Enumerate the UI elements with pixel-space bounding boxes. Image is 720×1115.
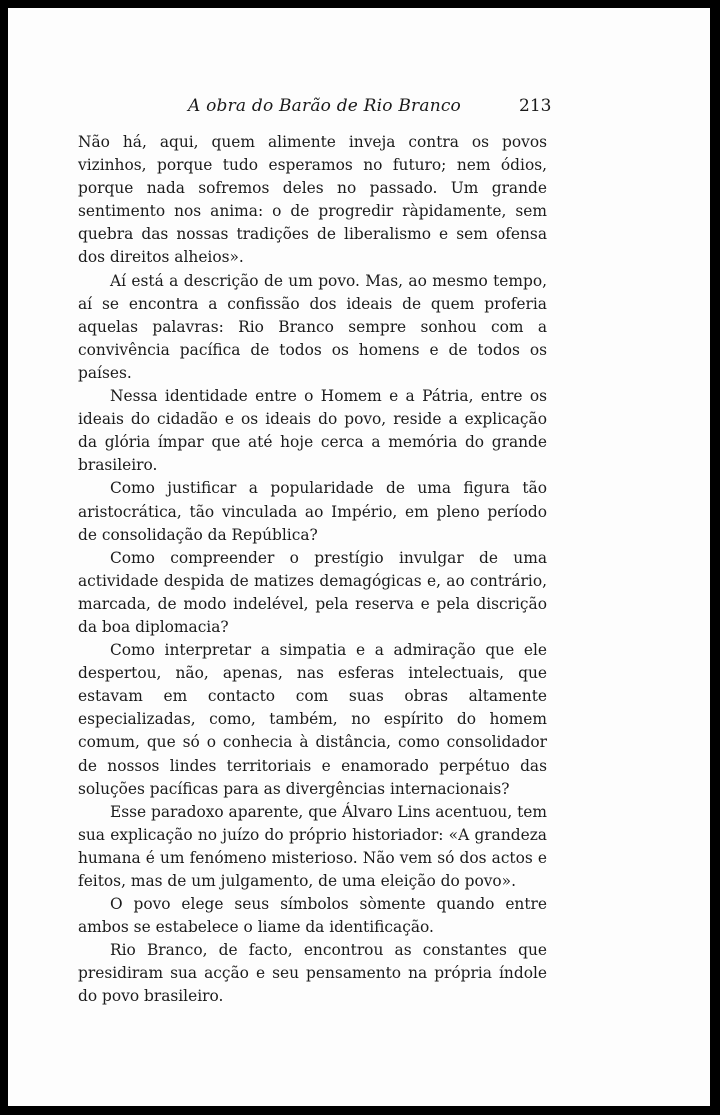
paragraph: Rio Branco, de facto, encontrou as constantes que presidiram sua acção e seu pensamento na própria índole do povo brasileiro. bbox=[78, 941, 547, 1006]
paragraph: Como interpretar a simpatia e a admiração que ele despertou, não, apenas, nas esferas intelectuais, que estavam em contacto com suas obras altamente especializadas, como, também, no espírito do homem comum, que só o conhecia à distância, como consolidador de nossos lindes territoriais e enamorado perpétuo das soluções pacíficas para as divergências internacionais? bbox=[78, 641, 547, 798]
paragraph: O povo elege seus símbolos sòmente quando entre ambos se estabelece o liame da identificação. bbox=[78, 895, 547, 937]
paragraph: Como compreender o prestígio invulgar de uma actividade despida de matizes demagógicas e, ao contrário, marcada, de modo indelével, pela reserva e pela discrição da boa diplomacia? bbox=[78, 548, 547, 636]
running-title: A obra do Barão de Rio Branco bbox=[188, 96, 461, 116]
body-text bbox=[78, 131, 547, 1009]
paragraph: Esse paradoxo aparente, que Álvaro Lins acentuou, tem sua explicação no juízo do próprio historiador: «A grandeza humana é um fenómeno misterioso. Não vem só dos actos e feitos, mas de um julgamento, de uma eleição do povo». bbox=[78, 802, 548, 890]
paragraph: Não há, aqui, quem alimente inveja contra os povos vizinhos, porque tudo esperamos no futuro; nem ódios, porque nada sofremos deles no passado. Um grande sentimento nos anima: o de progredir ràpidamente, sem quebra das nossas tradições de liberalismo e sem ofensa dos direitos alheios». bbox=[78, 133, 547, 267]
paragraph: Aí está a descrição de um povo. Mas, ao mesmo tempo, aí se encontra a confissão dos ideais de quem proferia aquelas palavras: Rio Branco sempre sonhou com a convivência pacífica de todos os homens e de todos os países. bbox=[78, 271, 547, 382]
paragraph: Nessa identidade entre o Homem e a Pátria, entre os ideais do cidadão e os ideais do povo, reside a explicação da glória ímpar que até hoje cerca a memória do grande brasileiro. bbox=[78, 387, 547, 475]
paragraph: Como justificar a popularidade de uma figura tão aristocrática, tão vinculada ao Império, em pleno período de consolidação da República? bbox=[78, 479, 547, 544]
page-header bbox=[8, 96, 710, 122]
page-number: 213 bbox=[519, 96, 552, 116]
book-page bbox=[8, 8, 710, 1106]
